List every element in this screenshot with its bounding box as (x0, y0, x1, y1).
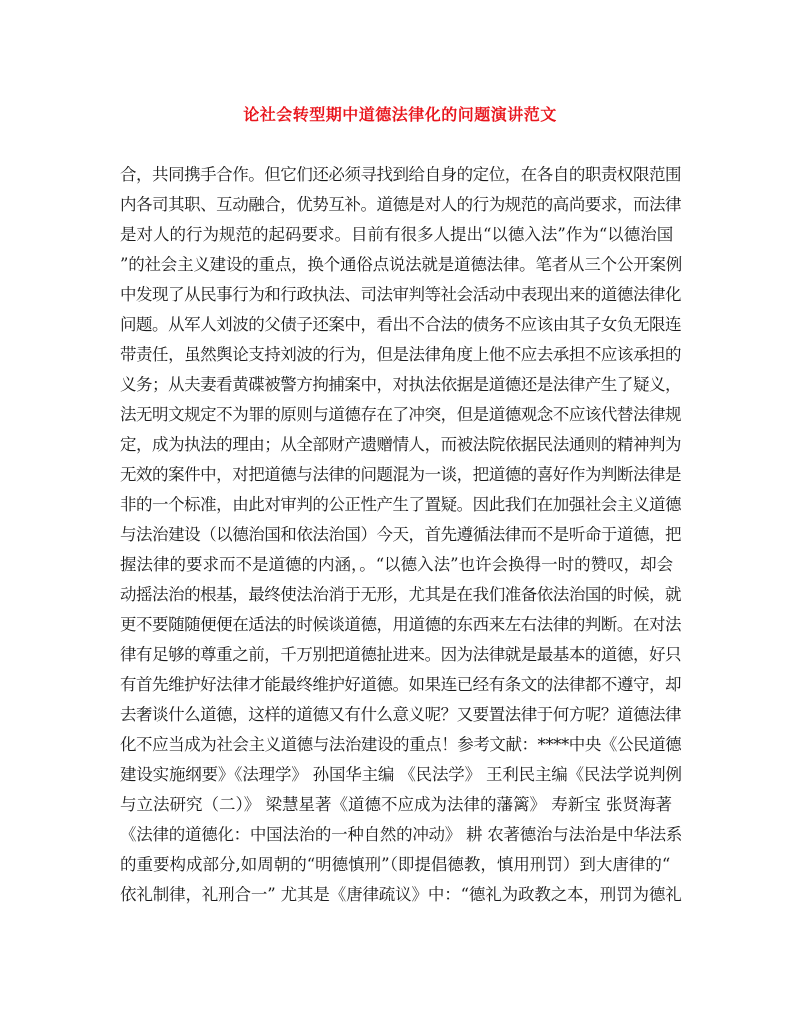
body-line: 带责任，虽然舆论支持刘波的行为，但是法律角度上他不应去承担不应该承担的 (120, 345, 682, 364)
body-line: 律有足够的尊重之前，千万别把道德扯进来。因为法律就是最基本的道德，好只 (120, 645, 682, 664)
body-line: 握法律的要求而不是道德的内涵，。“以德入法”也许会换得一时的赞叹，却会 (120, 555, 674, 574)
body-line: 义务；从夫妻看黄碟被警方拘捕案中，对执法依据是道德还是法律产生了疑义， (120, 375, 682, 394)
body-line: 去奢谈什么道德，这样的道德又有什么意义呢？又要置法律于何方呢？道德法律 (120, 705, 682, 724)
body-line: 与法治建设（以德治国和依法治国）今天，首先遵循法律而不是听命于道德，把 (120, 525, 682, 544)
body-line: 化不应当成为社会主义道德与法治建设的重点！参考文献：****中央《公民道德 (120, 735, 682, 754)
body-line: 中发现了从民事行为和行政执法、司法审判等社会活动中表现出来的道德法律化 (120, 285, 682, 304)
body-line: 的重要构成部分,如周朝的“明德慎刑”（即提倡德教，慎用刑罚）到大唐律的“ (120, 855, 671, 874)
body-line: ”的社会主义建设的重点，换个通俗点说法就是道德法律。笔者从三个公开案例 (120, 255, 682, 274)
document-title: 论社会转型期中道德法律化的问题演讲范文 (243, 105, 557, 124)
body-line: 合，共同携手合作。但它们还必须寻找到给自身的定位，在各自的职责权限范围 (120, 165, 682, 184)
document-body (120, 160, 682, 910)
body-line: 内各司其职、互动融合，优势互补。道德是对人的行为规范的高尚要求，而法律 (120, 195, 682, 214)
body-line: 与立法研究（二）》 梁慧星著《道德不应成为法律的藩篱》 寿新宝 张贤海著 (120, 795, 672, 814)
body-line: 法无明文规定不为罪的原则与道德存在了冲突，但是道德观念不应该代替法律规 (120, 405, 682, 424)
body-line: 定，成为执法的理由；从全部财产遗赠情人，而被法院依据民法通则的精神判为 (120, 435, 682, 454)
body-line: 动摇法治的根基，最终使法治消于无形，尤其是在我们准备依法治国的时候，就 (120, 585, 682, 604)
body-line: 问题。从军人刘波的父债子还案中，看出不合法的债务不应该由其子女负无限连 (120, 315, 682, 334)
body-line: 有首先维护好法律才能最终维护好道德。如果连已经有条文的法律都不遵守，却 (120, 675, 682, 694)
body-line: 建设实施纲要》《法理学》 孙国华主编 《民法学》 王利民主编《民法学说判例 (120, 765, 682, 784)
body-line: 更不要随随便便在适法的时候谈道德，用道德的东西来左右法律的判断。在对法 (120, 615, 682, 634)
body-line: 无效的案件中，对把道德与法律的问题混为一谈，把道德的喜好作为判断法律是 (120, 465, 682, 484)
body-line: 《法律的道德化：中国法治的一种自然的冲动》 耕 农著德治与法治是中华法系 (120, 825, 682, 844)
body-line: 依礼制律，礼刑合一” 尤其是《唐律疏议》中：“德礼为政教之本，刑罚为德礼 (120, 885, 682, 904)
body-line: 非的一个标准，由此对审判的公正性产生了置疑。因此我们在加强社会主义道德 (120, 495, 682, 514)
body-line: 是对人的行为规范的起码要求。目前有很多人提出“以德入法”作为“以德治国 (120, 225, 674, 244)
